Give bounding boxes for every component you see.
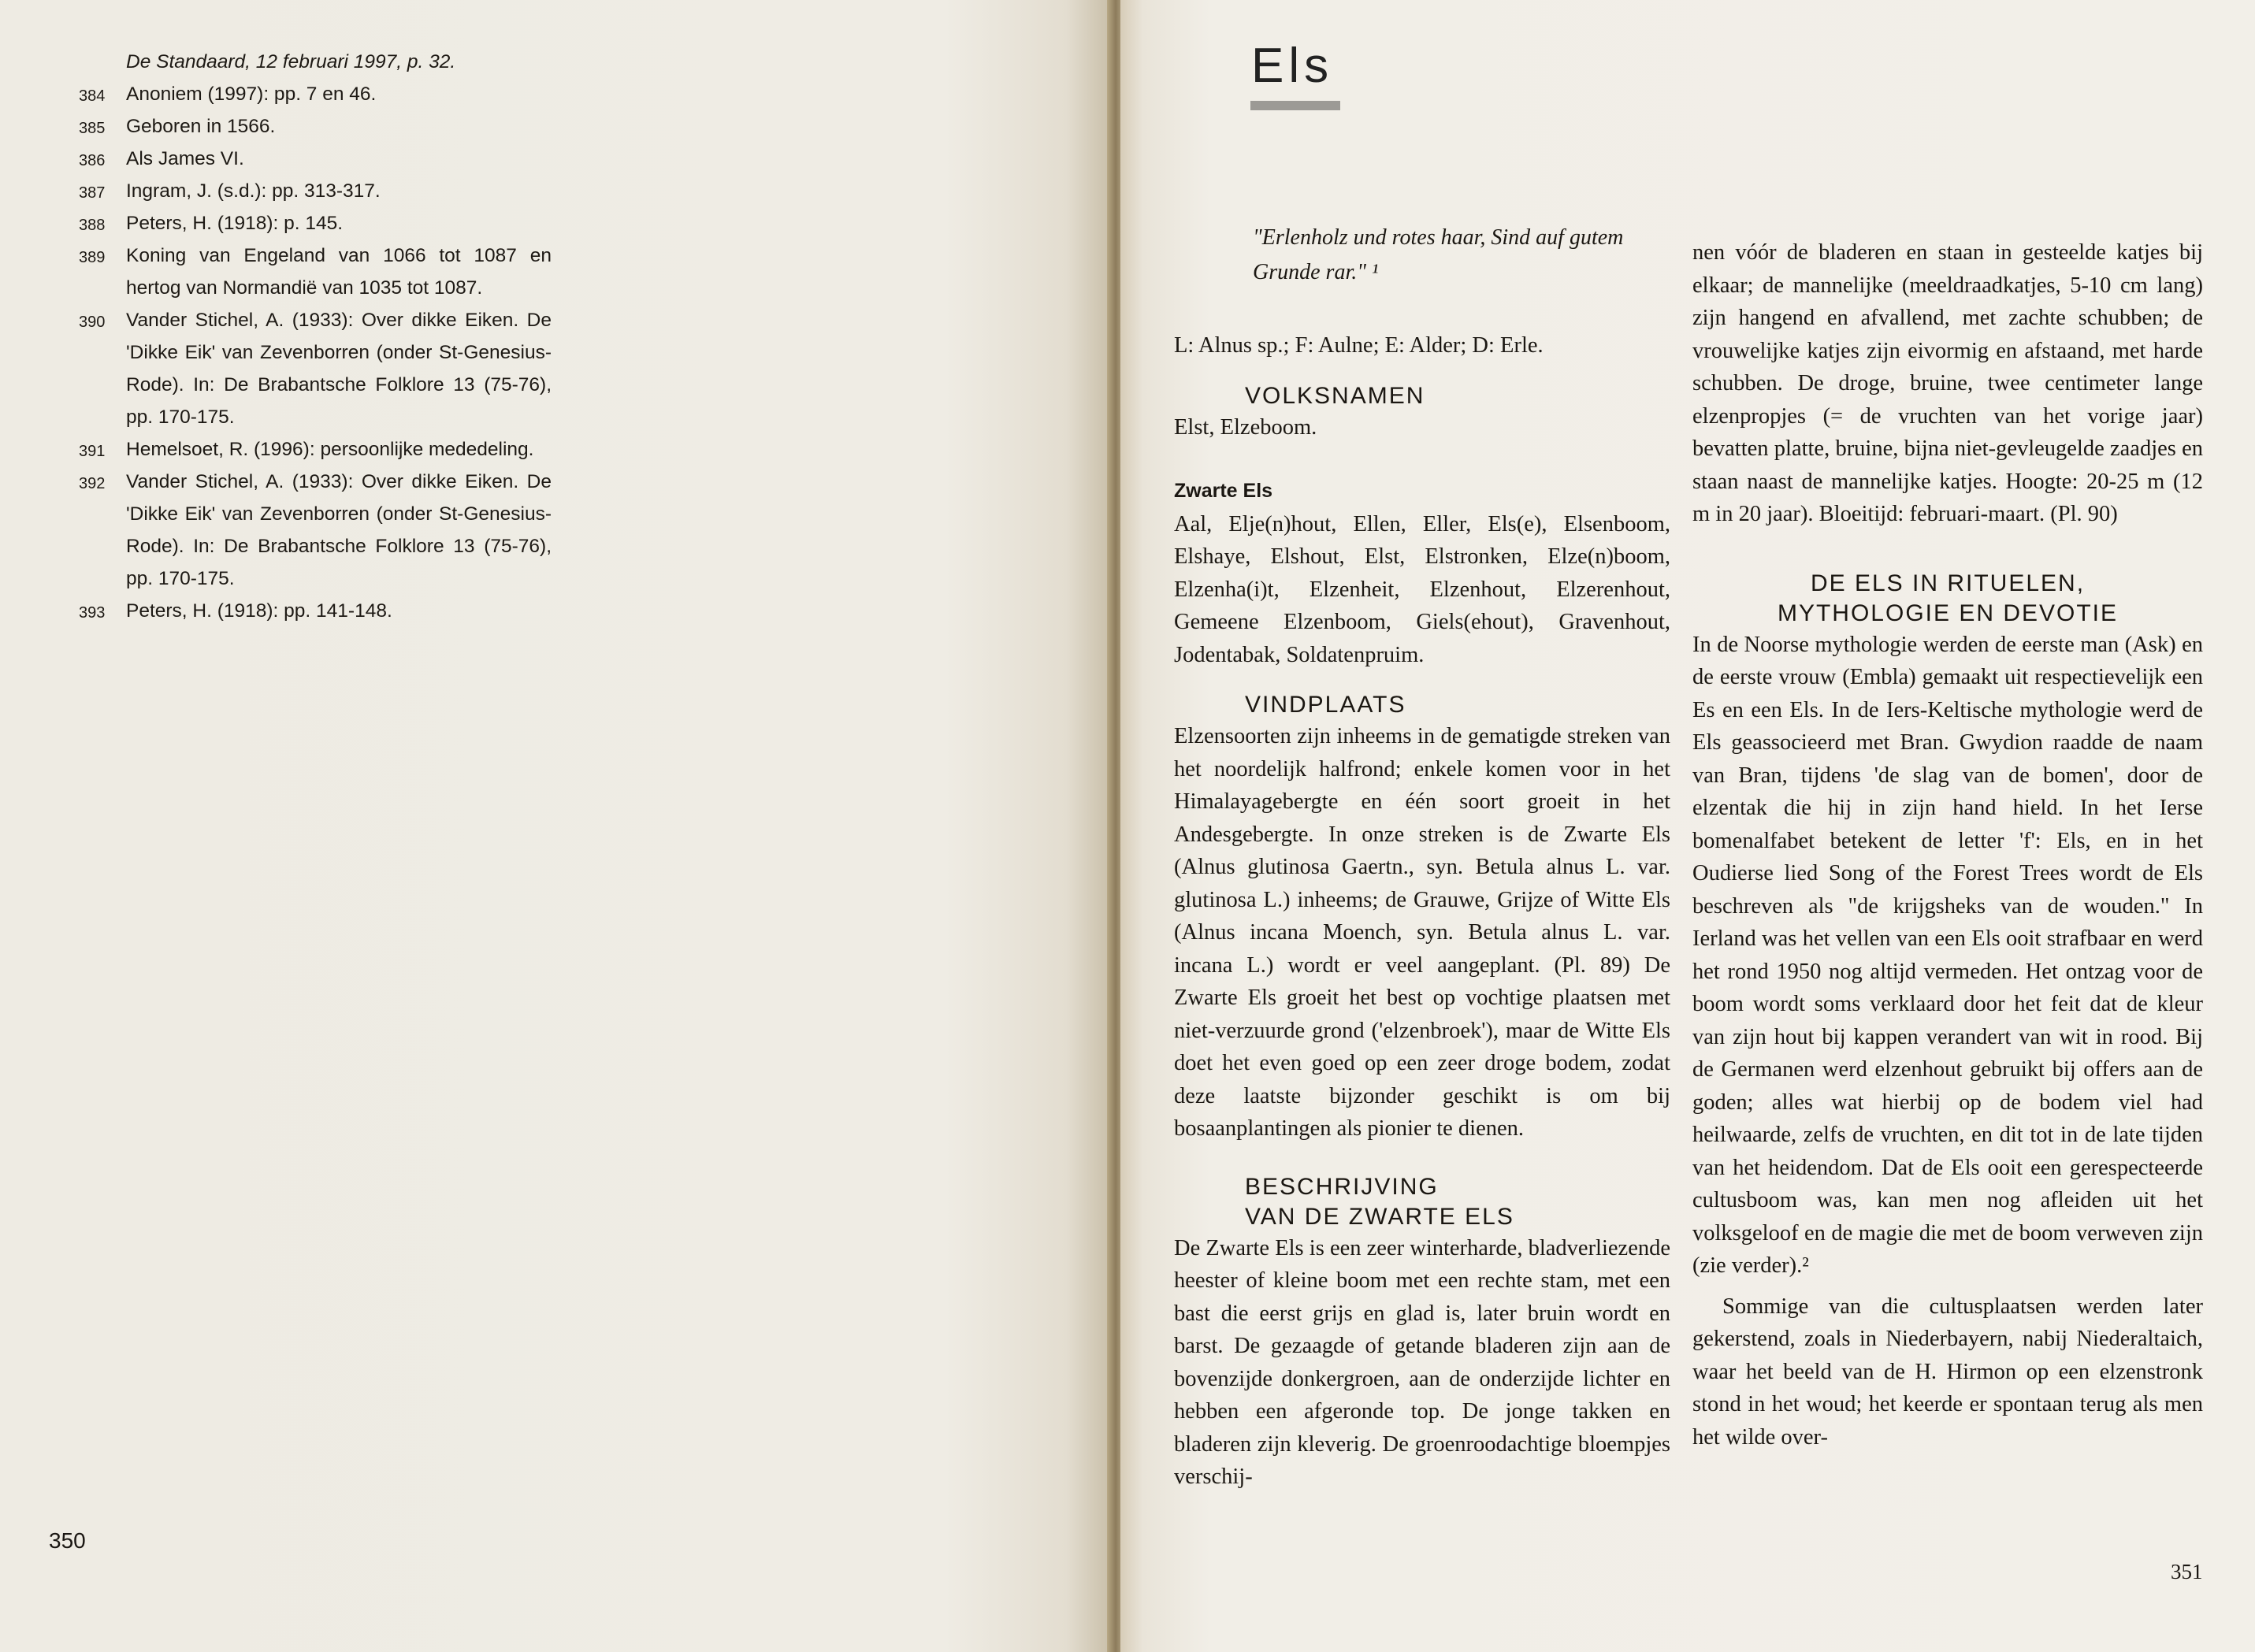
- endnote-number: 388: [79, 217, 106, 234]
- endnote-text: Peters, H. (1918): pp. 141-148.: [126, 600, 392, 622]
- endnote: [79, 143, 552, 175]
- endnote-text: De Standaard, 12 februari 1997, p. 32.: [126, 51, 456, 72]
- endnote-number: 393: [79, 604, 106, 622]
- vindplaats-text: Elzensoorten zijn inheems in de gematigde streken van het noordelijk halfrond; enkele komen voor in het Himalayagebergte en één soort groeit in het Andesgebergte. In onze streken is de Zwarte Els (Alnus glutinosa Gaertn., syn. Betula alnus L. var. glutinosa L.) inheems; de Grauwe, Grijze of Witte Els (Alnus incana Moench, syn. Betula alnus L. var. incana L.) wordt er veel aangeplant. (Pl. 89) De Zwarte Els groeit het best op vochtige plaatsen met niet-verzuurde grond ('elzenbroek'), maar de Witte Els doet het even goed op een zeer droge bodem, zodat deze laatste bijzonder geschikt is om bij bosaanplantingen als pionier te dienen.: [1174, 724, 1670, 1141]
- section-heading-rituelen: DE ELS IN RITUELEN,: [1810, 570, 2086, 596]
- page-number-right: 351: [2171, 1560, 2203, 1583]
- endnote: [79, 433, 552, 466]
- beschrijving-continued: nen vóór de bladeren en staan in gesteelde katjes bij elkaar; de mannelijke (meeldraadkatjes, 5-10 cm lang) zijn hangend en afvallend, met zachte schubben; de vrouwelijke katjes zijn eivormig en afstaand, met harde schubben. De droge, bruine, twee centimeter lange elzenpropjes (= de vruchten van het vorige jaar) bevatten platte, bruine, bijna niet-gevleugelde zaadjes en staan naast de mannelijke katjes. Hoogte: 20-25 m (12 m in 20 jaar). Bloeitijd: februari-maart. (Pl. 90): [1692, 240, 2203, 526]
- title-underline: [1250, 101, 1340, 110]
- endnote: [79, 466, 552, 595]
- section-heading-beschrijving-line2: VAN DE ZWARTE ELS: [1245, 1203, 1514, 1230]
- endnote-text: Peters, H. (1918): p. 145.: [126, 213, 344, 234]
- endnote-text: Koning van Engeland van 1066 tot 1087 en hertog van Normandië van 1035 tot 1087.: [126, 245, 552, 299]
- endnote-text: Anoniem (1997): pp. 7 en 46.: [126, 84, 377, 105]
- left-page: [0, 0, 1111, 1652]
- rituelen-text-2: Sommige van die cultusplaatsen werden later gekerstend, zoals in Niederbayern, nabij Niederaltaich, waar het beeld van de H. Hirmon op een elzenstronk stond in het woud; het keerde er spontaan terug als men het wilde over-: [1692, 1294, 2203, 1450]
- endnote-text: Geboren in 1566.: [126, 116, 276, 137]
- endnote: [79, 207, 552, 239]
- endnote: [79, 78, 552, 110]
- endnote-number: 384: [79, 87, 106, 105]
- endnote-number: 392: [79, 475, 106, 492]
- endnote: [79, 175, 552, 207]
- endnote-text: Als James VI.: [126, 148, 244, 169]
- endnote: [79, 46, 552, 78]
- endnotes-list: [79, 46, 552, 627]
- section-heading-volksnamen: VOLKSNAMEN: [1245, 382, 1425, 409]
- rituelen-text: In de Noorse mythologie werden de eerste man (Ask) en de eerste vrouw (Embla) gemaakt uit respectievelijk een Es en een Els. In de Iers-Keltische mythologie werd de Els geassocieerd met Bran. Gwydion raadde de naam van Bran, tijdens 'de slag van de bomen', door de elzentak die hij in zijn hand hield. In het Ierse bomenalfabet betekent de letter 'f': Els, en in het Oudierse lied Song of the Forest Trees wordt de Els beschreven als "de krijgsheks van de wouden." In Ierland was het vellen van een Els ooit strafbaar en werd het rond 1950 nog altijd vermeden. Het ontzag voor de boom wordt soms verklaard door het feit dat de kleur van zijn hout bij kappen verandert van wit in rood. Bij de Germanen werd elzenhout gebruikt bij offers aan de goden; alles wat hierbij op de bodem viel had heilwaarde, zelfs de vruchten, en dit tot in de late tijden van het heidendom. Dat de Els ooit een gerespecteerde cultusboom was, kan men nog afleiden uit het volksgeloof en de magie die met de boom verweven zijn (zie verder).²: [1692, 632, 2203, 1278]
- endnote-number: 389: [79, 249, 106, 266]
- beschrijving-text: De Zwarte Els is een zeer winterharde, bladverliezende heester of kleine boom met een rechte stam, met een bast die eerst grijs en glad is, later bruin wordt en barst. De gezaagde of getande bladeren zijn aan de bovenzijde donkergroen, aan de onderzijde lichter en hebben een afgeronde top. De jonge takken en bladeren zijn kleverig. De groenroodachtige bloempjes verschij-: [1174, 1235, 1670, 1489]
- section-heading-vindplaats: VINDPLAATS: [1245, 692, 1406, 718]
- endnote: [79, 110, 552, 143]
- endnote-number: 391: [79, 443, 106, 460]
- section-heading-beschrijving: BESCHRIJVING: [1245, 1173, 1439, 1200]
- latin-names: L: Alnus sp.; F: Aulne; E: Alder; D: Erle.: [1174, 333, 1544, 358]
- endnote-text: Ingram, J. (s.d.): pp. 313-317.: [126, 180, 381, 202]
- endnote: [79, 595, 552, 627]
- section-heading-rituelen-line2: MYTHOLOGIE EN DEVOTIE: [1777, 600, 2119, 626]
- endnote-text: Vander Stichel, A. (1933): Over dikke Eiken. De 'Dikke Eik' van Zevenborren (onder St-Genesius-Rode). In: De Brabantsche Folklore 13 (75-76), pp. 170-175.: [126, 471, 552, 589]
- chapter-title: Els: [1251, 39, 1334, 93]
- epigraph-quote: "Erlenholz und rotes haar, Sind auf gutem Grunde rar." ¹: [1253, 225, 1624, 284]
- volksnamen-text: Elst, Elzeboom.: [1174, 414, 1317, 440]
- zwarte-els-names: Aal, Elje(n)hout, Ellen, Eller, Els(e), Elsenboom, Elshaye, Elshout, Elst, Elstronken, Elze(n)boom, Elzenha(i)t, Elzenheit, Elzenhout, Elzerenhout, Gemeene Elzenboom, Giels(ehout), Gravenhout, Jodentabak, Soldatenpruim.: [1174, 511, 1670, 667]
- endnote-text: Hemelsoet, R. (1996): persoonlijke mededeling.: [126, 439, 534, 460]
- endnote-text: Vander Stichel, A. (1933): Over dikke Eiken. De 'Dikke Eik' van Zevenborren (onder St-Genesius-Rode). In: De Brabantsche Folklore 13 (75-76), pp. 170-175.: [126, 310, 552, 428]
- endnote: [79, 304, 552, 433]
- endnote-number: 390: [79, 314, 106, 331]
- text-column-left: [1174, 221, 1670, 1494]
- endnote-number: 386: [79, 152, 106, 169]
- endnote-number: 385: [79, 120, 106, 137]
- text-column-right: [1692, 236, 2203, 1453]
- endnote-number: 387: [79, 184, 106, 202]
- subheading-zwarte-els: Zwarte Els: [1174, 480, 1273, 502]
- page-number-left: 350: [49, 1528, 86, 1553]
- endnote: [79, 239, 552, 304]
